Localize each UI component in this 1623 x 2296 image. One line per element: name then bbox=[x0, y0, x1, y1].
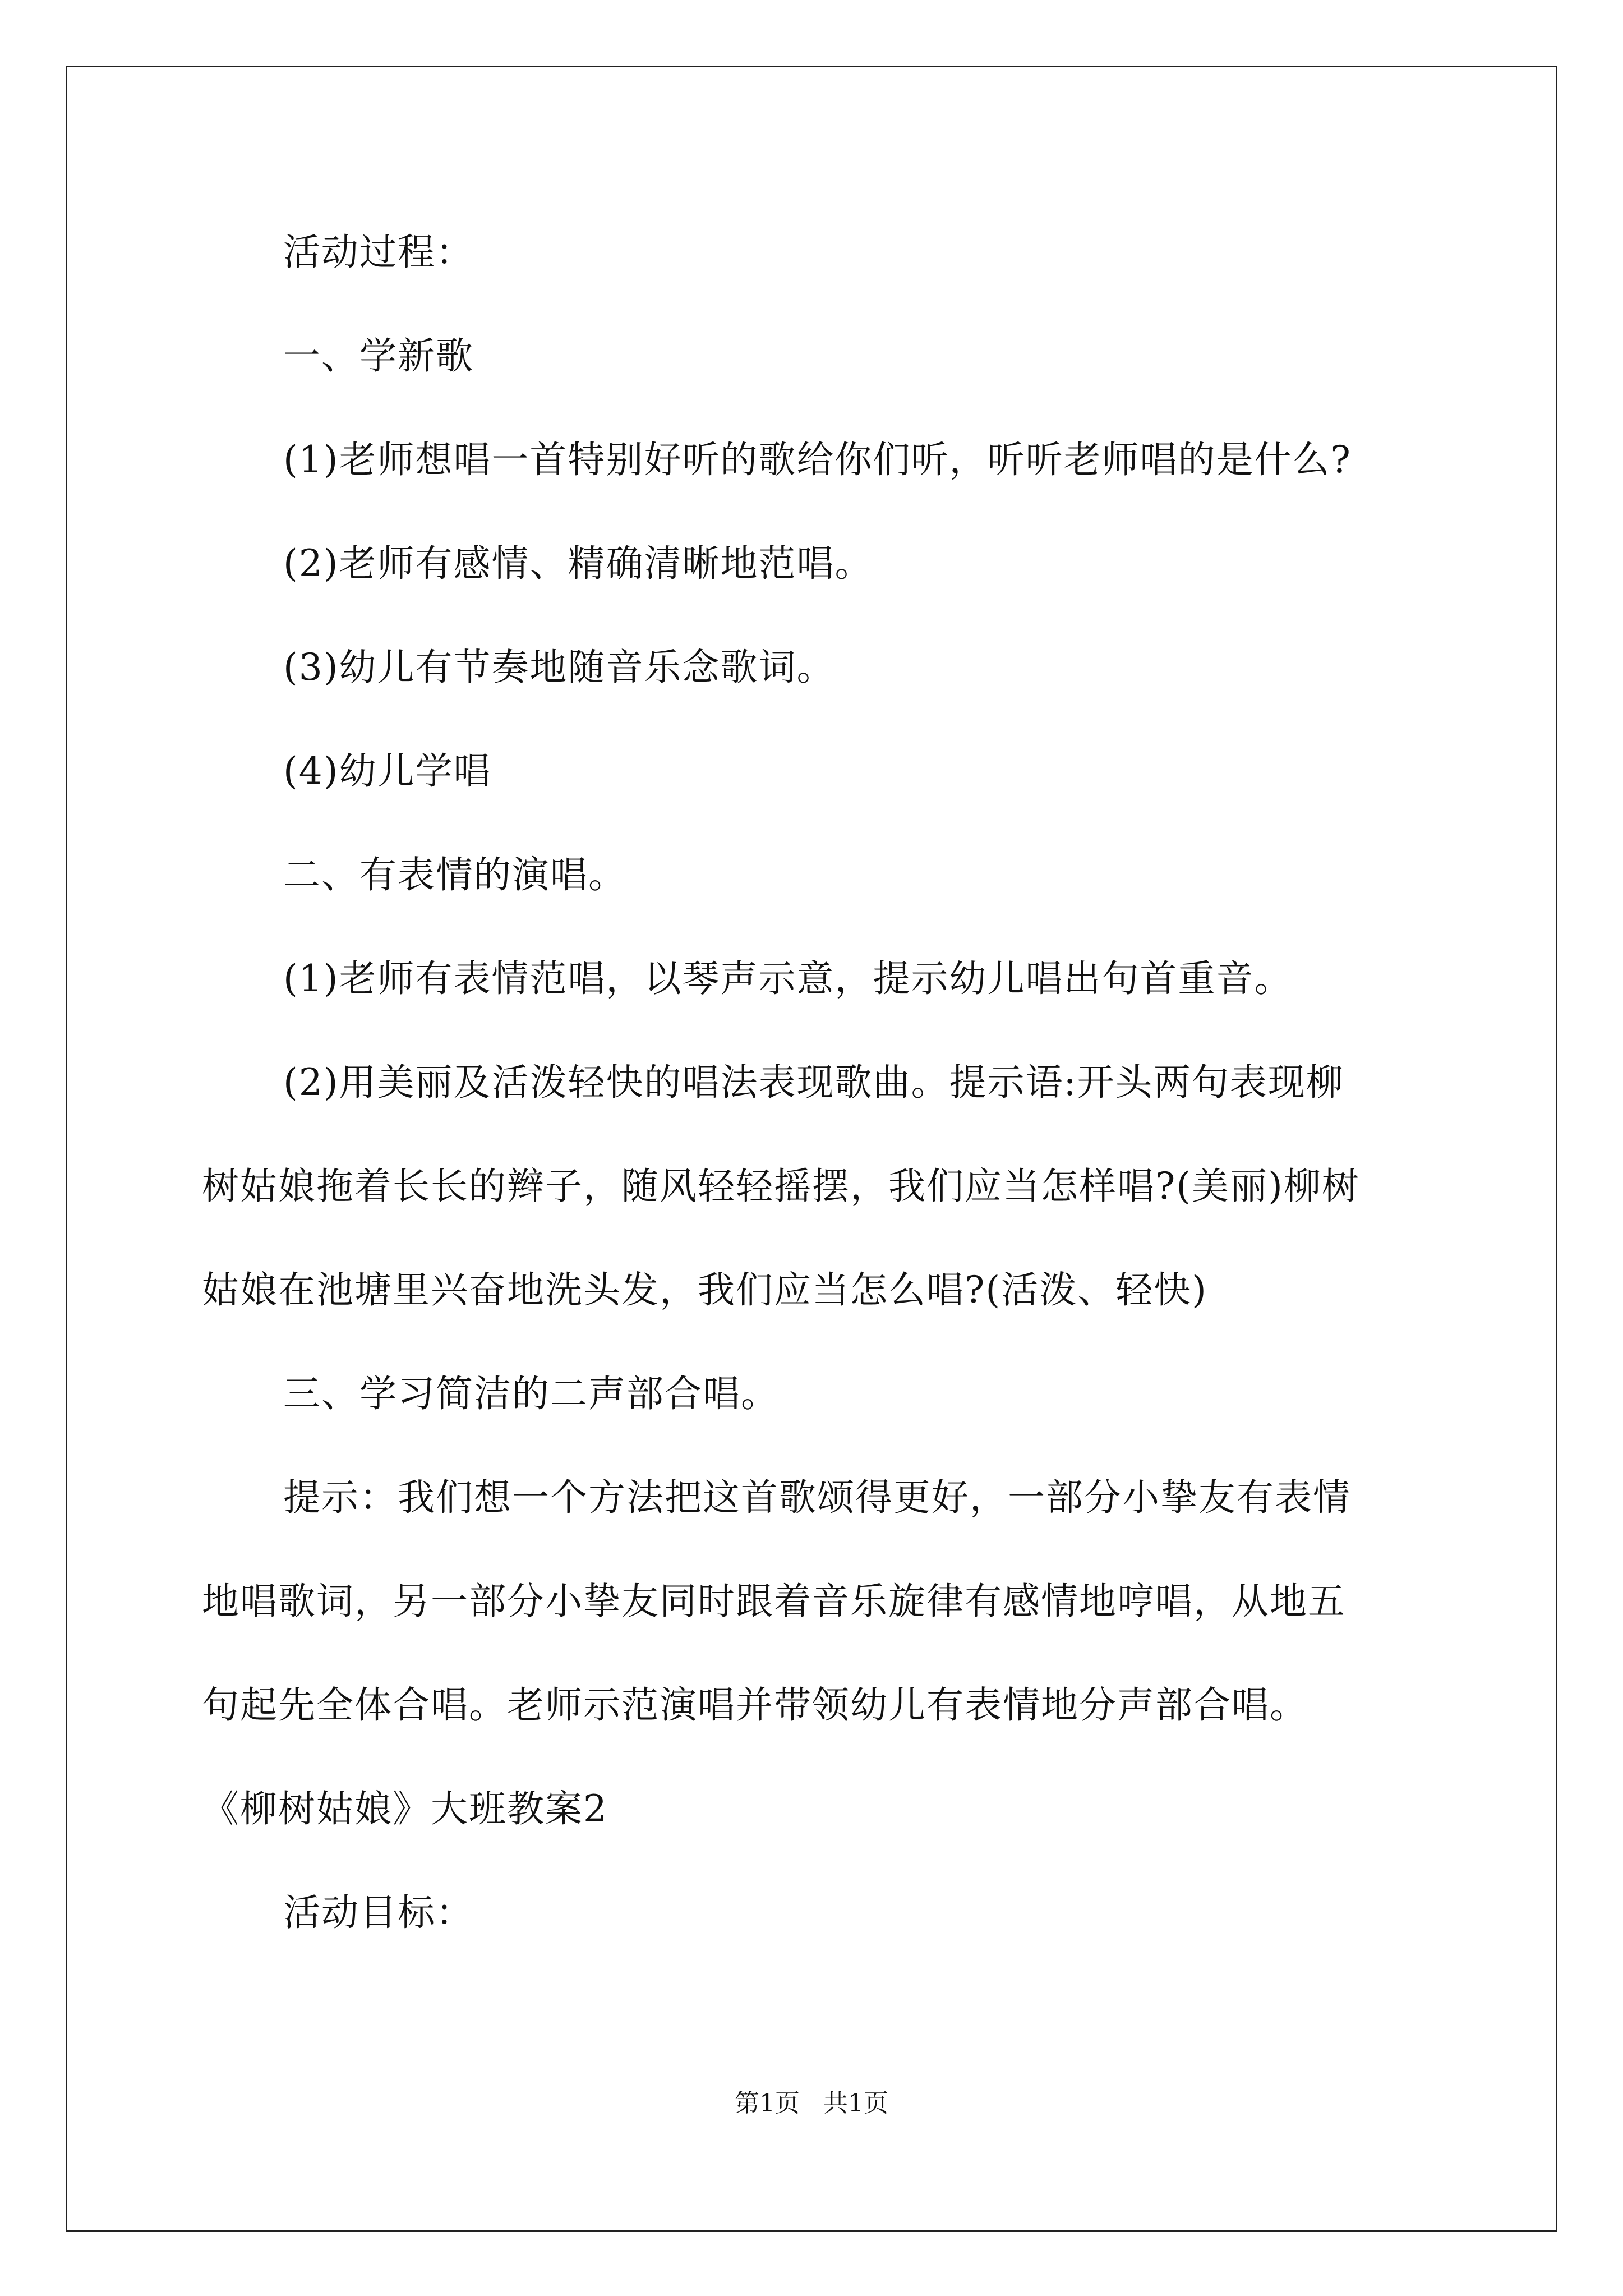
paragraph-line: 提示：我们想一个方法把这首歌颂得更好，一部分小挚友有表情 bbox=[283, 1476, 1351, 1519]
page-footer: 第1页 共1页 bbox=[735, 2089, 888, 2118]
paragraph-line: 句起先全体合唱。老师示范演唱并带领幼儿有表情地分声部合唱。 bbox=[202, 1683, 1308, 1727]
paragraph-line: (1)老师想唱一首特别好听的歌给你们听，听听老师唱的是什么? bbox=[283, 438, 1352, 481]
paragraph-line: 树姑娘拖着长长的辫子，随风轻轻摇摆，我们应当怎样唱?(美丽)柳树 bbox=[202, 1165, 1360, 1208]
heading-learn-new-song: 一、学新歌 bbox=[283, 334, 474, 378]
heading-two-part-chorus: 三、学习简洁的二声部合唱。 bbox=[283, 1372, 779, 1415]
paragraph-line: (3)幼儿有节奏地随音乐念歌词。 bbox=[283, 646, 835, 689]
paragraph-line: (2)老师有感情、精确清晰地范唱。 bbox=[283, 542, 873, 585]
paragraph-line: 地唱歌词，另一部分小挚友同时跟着音乐旋律有感情地哼唱，从地五 bbox=[202, 1580, 1346, 1623]
paragraph-line: (1)老师有表情范唱，以琴声示意，提示幼儿唱出句首重音。 bbox=[283, 957, 1293, 1000]
section-heading-objectives: 活动目标： bbox=[283, 1891, 474, 1934]
paragraph-line: (2)用美丽及活泼轻快的唱法表现歌曲。提示语:开头两句表现柳 bbox=[283, 1061, 1344, 1104]
section-heading-process: 活动过程： bbox=[283, 231, 474, 274]
paragraph-line: (4)幼儿学唱 bbox=[283, 749, 492, 793]
lesson-plan-title: 《柳树姑娘》大班教案2 bbox=[202, 1787, 608, 1830]
paragraph-line: 姑娘在池塘里兴奋地洗头发，我们应当怎么唱?(活泼、轻快) bbox=[202, 1268, 1207, 1312]
heading-expressive-singing: 二、有表情的演唱。 bbox=[283, 853, 626, 896]
